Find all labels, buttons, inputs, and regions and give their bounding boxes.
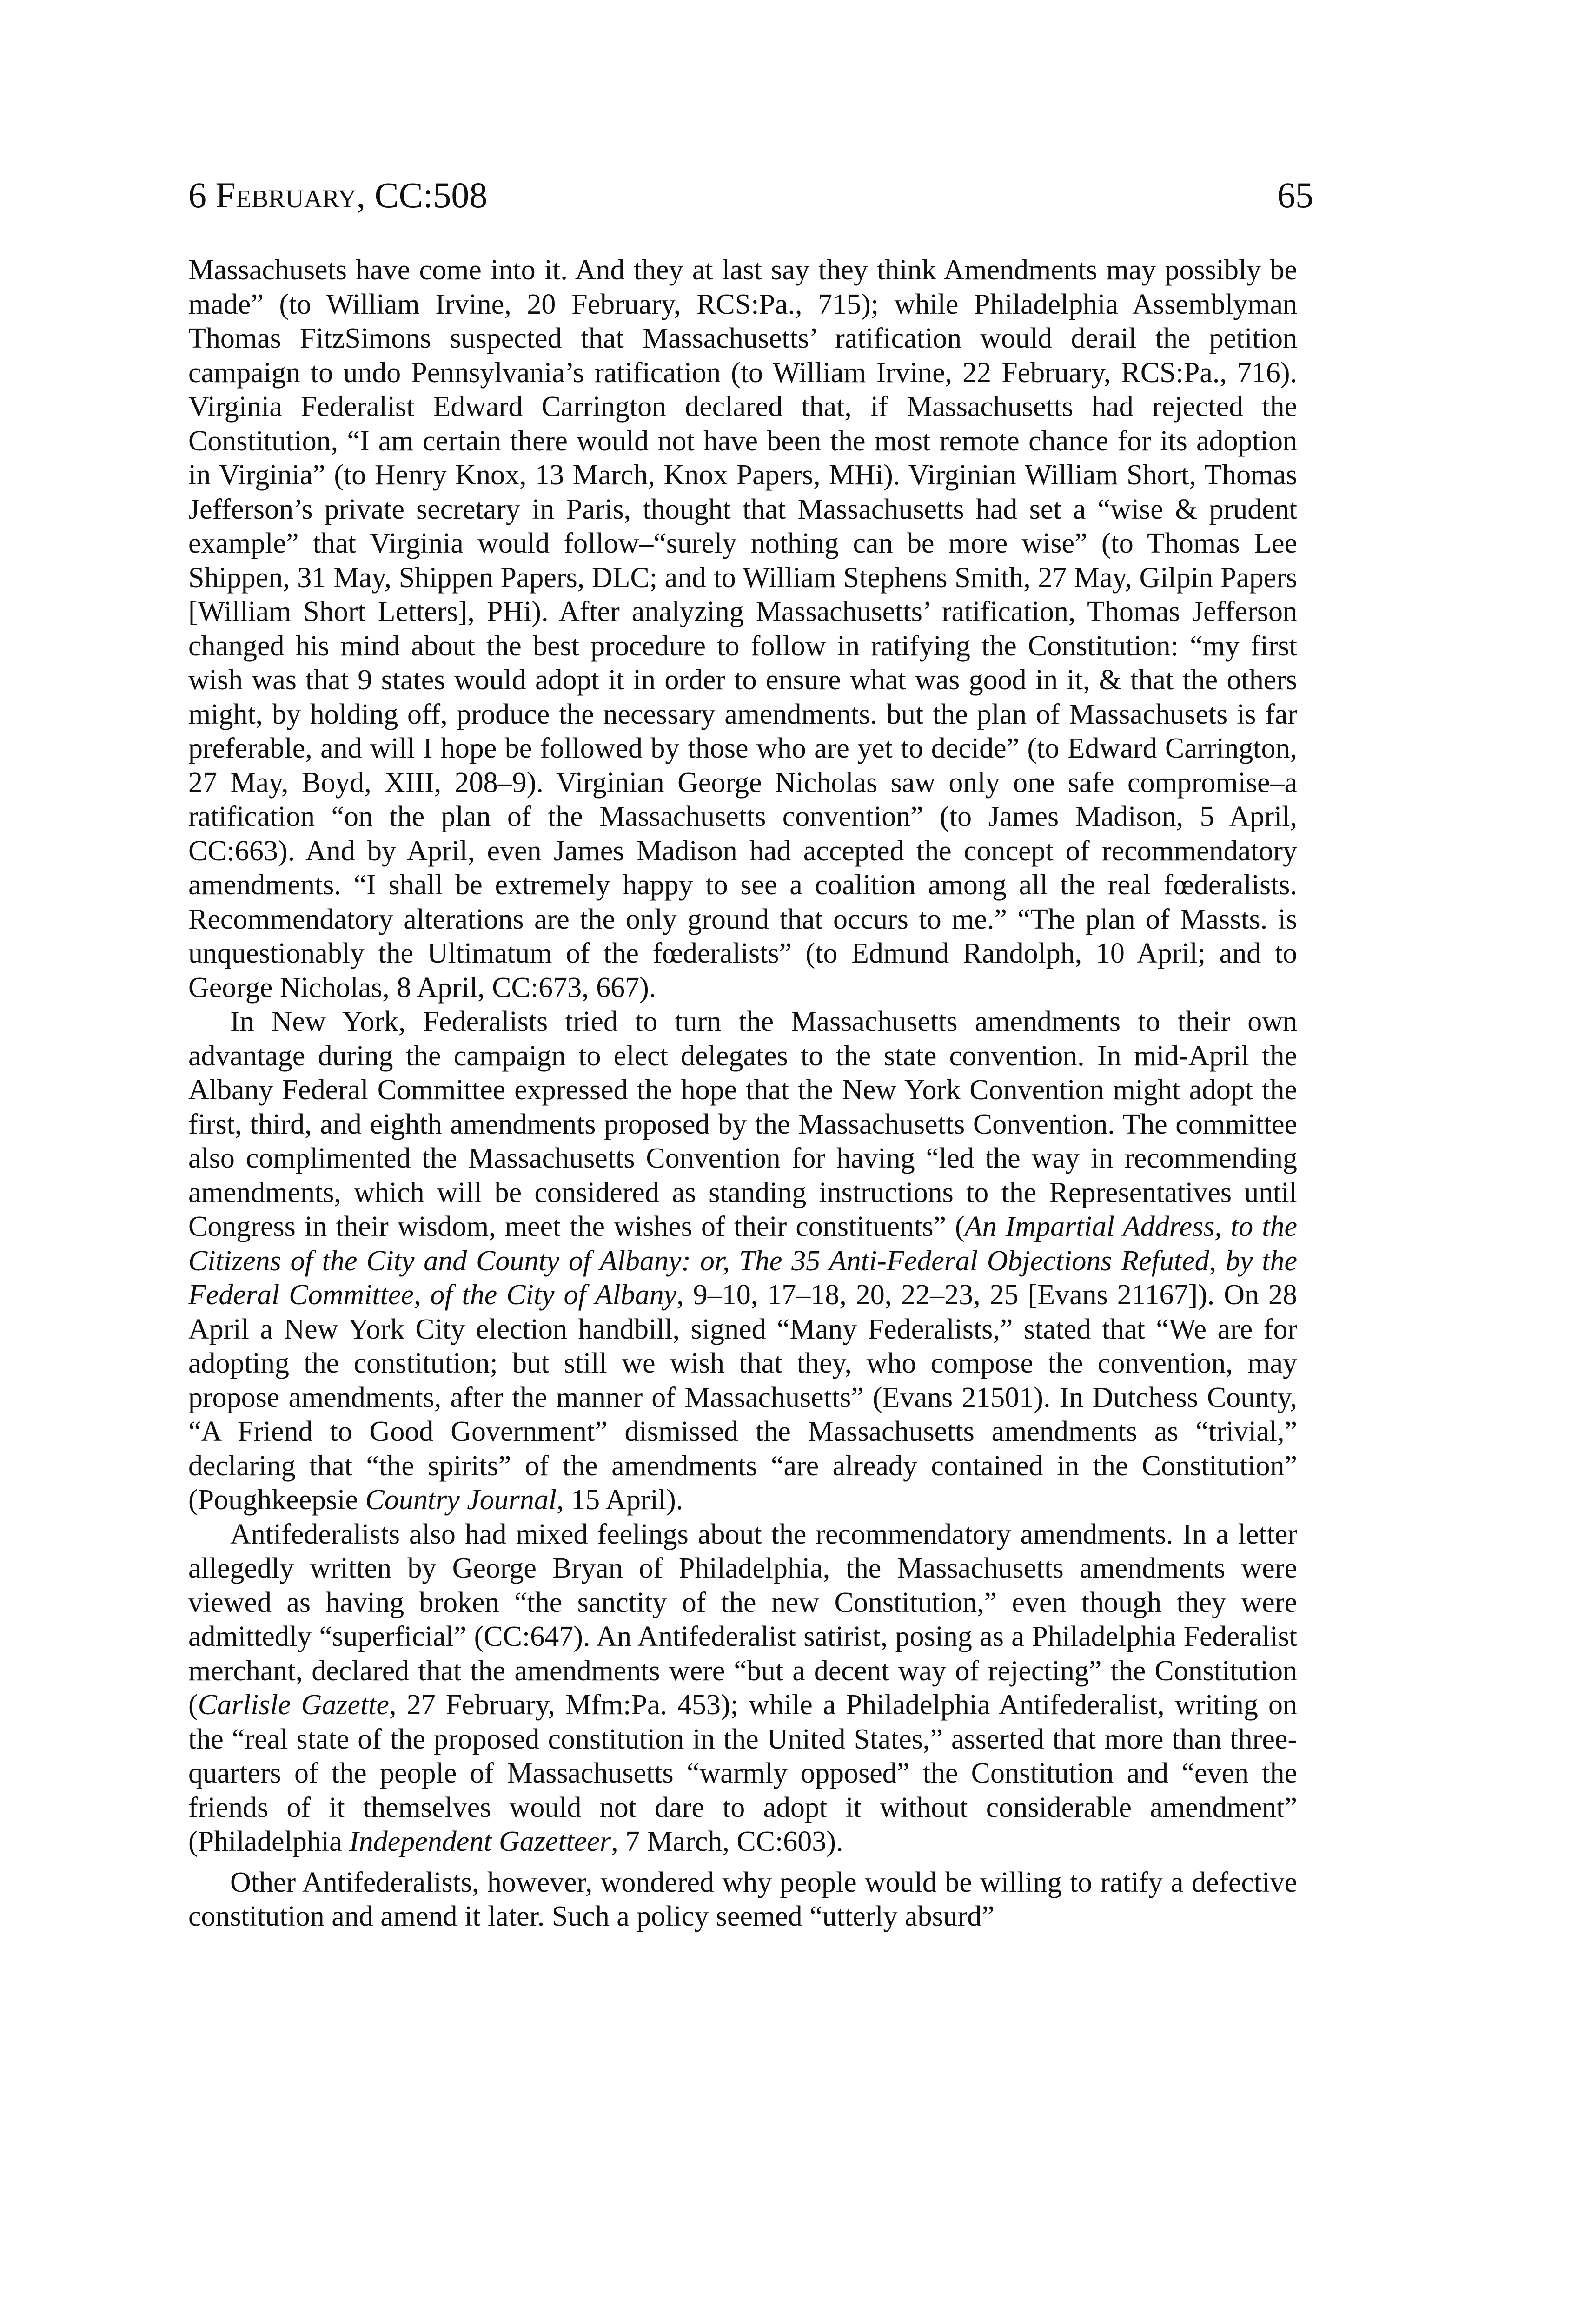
paragraph-text: In New York, Federalists tried to turn the Massachusetts amendments to their own advantage during the campaign to elect delegates to the state convention. In mid-April the Albany Federal Committee expressed the hope that the New York Convention might adopt the first, third, and eighth amendments proposed by the Massachusetts Convention. The committee also complimented the Massachusetts Convention for having “led the way in recommending amendments, which will be considered as standing instructions to the Representatives until Congress in their wisdom, meet the wishes of their constituents” ( bbox=[188, 1006, 1297, 1242]
running-head bbox=[188, 172, 1313, 218]
page-number: 65 bbox=[1277, 175, 1313, 215]
paragraph bbox=[188, 1005, 1297, 1518]
running-head-date: 6 bbox=[188, 175, 216, 215]
italic-citation-text: Independent Gazetteer bbox=[349, 1826, 611, 1857]
italic-citation-text: Carlisle Gazette bbox=[198, 1689, 389, 1721]
paragraph bbox=[188, 253, 1297, 1005]
italic-citation-text: Country Journal bbox=[365, 1484, 557, 1516]
body-text bbox=[188, 253, 1297, 1934]
paragraph-text: Other Antifederalists, however, wondered why people would be willing to ratify a defective constitution and amend it later. Such a policy seemed “utterly absurd” bbox=[188, 1866, 1297, 1932]
paragraph-text: , 7 March, CC:603). bbox=[611, 1826, 843, 1857]
paragraph-text: , 15 April). bbox=[557, 1484, 683, 1516]
running-head-left bbox=[188, 172, 487, 218]
paragraph-text: , 9–10, 17–18, 20, 22–23, 25 [Evans 21167]). On 28 April a New York City election handbill, signed “Many Federalists,” stated that “We are for adopting the constitution; but still we wish that they, who compose the convention, may propose amendments, after the manner of Massachusetts” (Evans 21501). In Dutchess County, “A Friend to Good Government” dismissed the Massachusetts amendments as “trivial,” declaring that “the spirits” of the amendments “are already contained in the Constitution” (Poughkeepsie bbox=[188, 1279, 1297, 1516]
paragraph bbox=[188, 1518, 1297, 1859]
paragraph-text: , 27 February, Mfm:Pa. 453); while a Philadelphia Antifederalist, writing on the “real state of the proposed constitution in the United States,” asserted that more than three-quarters of the people of Massachusetts “warmly opposed” the Constitution and “even the friends of it themselves would not dare to adopt it without considerable amendment” (Philadelphia bbox=[188, 1689, 1298, 1857]
paragraph-text: Antifederalists also had mixed feelings about the recommendatory amendments. In a letter allegedly written by George Bryan of Philadelphia, the Massachusetts amendments were viewed as having broken “the sanctity of the new Constitution,” even though they were admittedly “superficial” (CC:647). An Antifederalist satirist, posing as a Philadelphia Federalist merchant, declared that the amendments were “but a decent way of rejecting” the Constitution ( bbox=[188, 1518, 1297, 1721]
italic-citation-text: An Impartial Address, to the Citizens of the City and County of Albany: or, The 35 Anti-Federal Objections Refuted, by the Federal Committee, of the City of Albany bbox=[188, 1211, 1297, 1311]
paragraph-text: Massachusets have come into it. And they at last say they think Amendments may possibly be made” (to William Irvine, 20 February, RCS:Pa., 715); while Philadelphia Assemblyman Thomas FitzSimons suspected that Massachusetts’ ratification would derail the petition campaign to undo Pennsylvania’s ratification (to William Irvine, 22 February, RCS:Pa., 716). Virginia Federalist Edward Carrington declared that, if Massachusetts had rejected the Constitution, “I am certain there would not have been the most remote chance for its adoption in Virginia” (to Henry Knox, 13 March, Knox Papers, MHi). Virginian William Short, Thomas Jefferson’s private secretary in Paris, thought that Massachusetts had set a “wise & prudent example” that Virginia would follow–“surely nothing can be more wise” (to Thomas Lee Shippen, 31 May, Shippen Papers, DLC; and to William Stephens Smith, 27 May, Gilpin Papers [William Short Letters], PHi). After analyzing Massachusetts’ ratification, Thomas Jefferson changed his mind about the best procedure to follow in ratifying the Constitution: “my first wish was that 9 states would adopt it in order to ensure what was good in it, & that the others might, by holding off, produce the necessary amendments. but the plan of Massachusets is far preferable, and will I hope be followed by those who are yet to decide” (to Edward Carrington, 27 May, Boyd, XIII, 208–9). Virginian George Nicholas saw only one safe compromise–a ratification “on the plan of the Massachusetts convention” (to James Madison, 5 April, CC:663). And by April, even James Madison had accepted the concept of recommendatory amendments. “I shall be extremely happy to see a coalition among all the real fœderalists. Recommendatory alterations are the only ground that occurs to me.” “The plan of Massts. is unquestionably the Ultimatum of the fœderalists” (to Edmund Randolph, 10 April; and to George Nicholas, 8 April, CC:673, 667). bbox=[188, 254, 1297, 1004]
running-head-doc-ref: , CC:508 bbox=[356, 175, 488, 215]
paragraph bbox=[188, 1866, 1297, 1934]
running-head-month: February bbox=[215, 175, 357, 215]
